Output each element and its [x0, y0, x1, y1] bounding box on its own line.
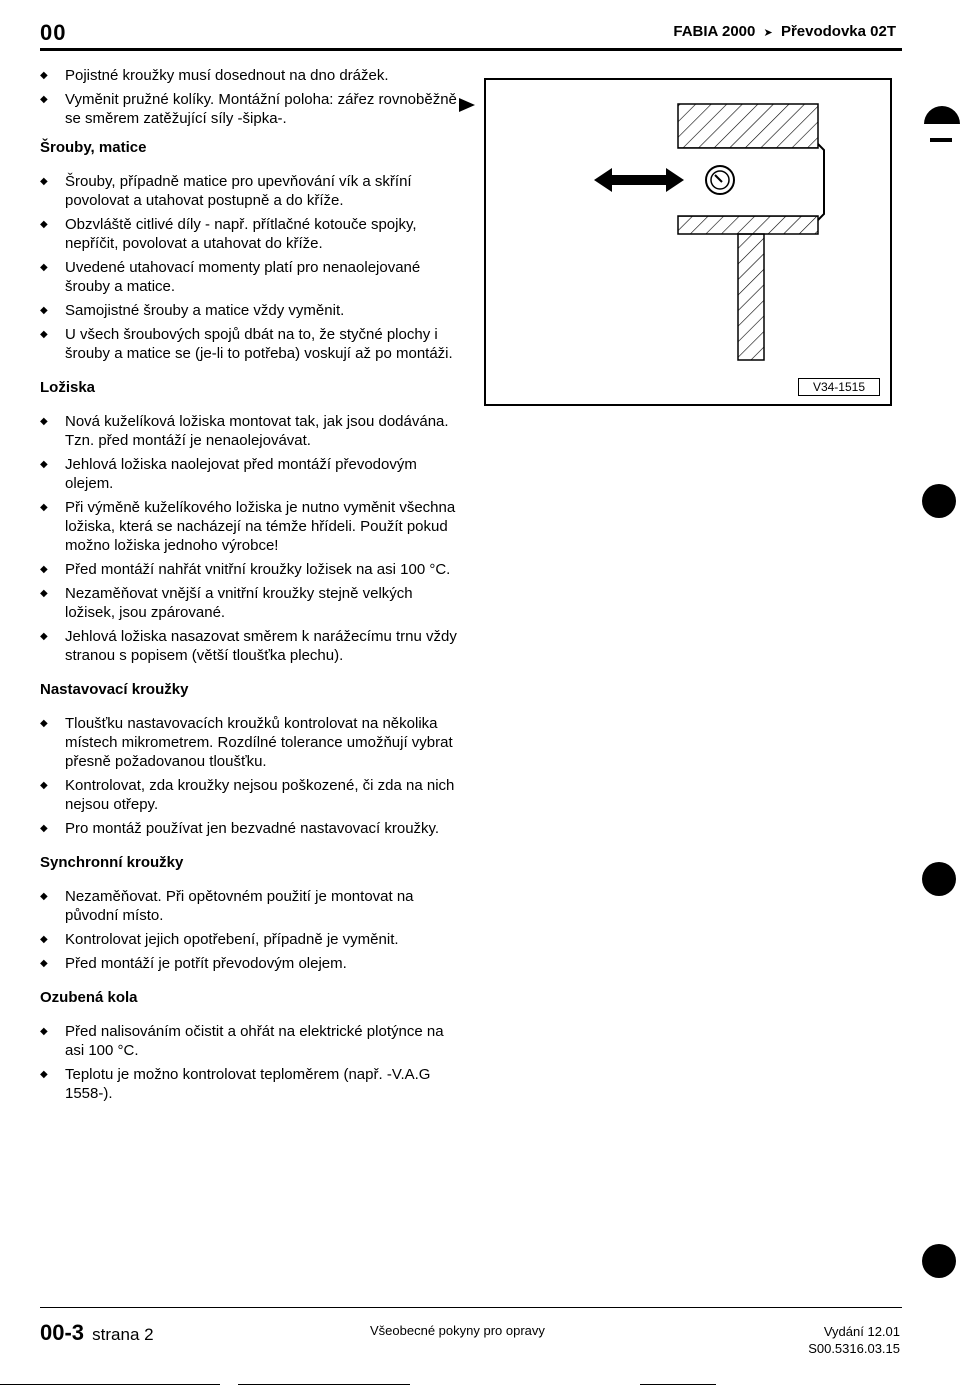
main-text-column — [40, 66, 460, 1108]
footer-code — [40, 1320, 154, 1346]
list-item-text: Nezaměňovat vnější a vnitřní kroužky stejně velkých ložisek, jsou zpárované. — [65, 585, 413, 621]
section-list — [40, 412, 460, 665]
intro-list — [40, 66, 460, 128]
margin-dot-icon — [922, 484, 956, 518]
list-item — [40, 930, 460, 949]
list-item-text: Jehlová ložiska nasazovat směrem k narážecímu trnu vždy stranou s popisem (větší tloušťka plechu). — [65, 628, 457, 664]
list-item — [40, 455, 460, 493]
bullet-diamond-icon: ◆ — [40, 631, 48, 642]
margin-dot-icon — [922, 1244, 956, 1278]
bottom-rule — [238, 1384, 410, 1385]
bullet-diamond-icon: ◆ — [40, 329, 48, 340]
arrow-right-icon: ➤ — [763, 27, 773, 39]
list-item-text: Obzvláště citlivé díly - např. přítlačné kotouče spojky, nepříčit, povolovat a utahovat do kříže. — [65, 216, 417, 252]
section-list — [40, 1022, 460, 1103]
header-code: 00 — [40, 20, 67, 45]
list-item-text: Při výměně kuželíkového ložiska je nutno vyměnit všechna ložiska, která se nacházejí na témže hřídeli. Použít pokud možno ložiska jednoho výrobce! — [65, 499, 456, 554]
footer-edition: Vydání 12.01 — [823, 1324, 900, 1339]
bullet-diamond-icon: ◆ — [40, 891, 48, 902]
list-item — [40, 258, 460, 296]
housing-right-edge — [818, 144, 824, 220]
list-item-text: Jehlová ložiska naolejovat před montáží převodovým olejem. — [65, 456, 417, 492]
bullet-diamond-icon: ◆ — [40, 1069, 48, 1080]
figure-label: V34-1515 — [798, 378, 880, 396]
bullet-diamond-icon: ◆ — [40, 262, 48, 273]
bullet-diamond-icon: ◆ — [40, 416, 48, 427]
pin-diagram — [486, 80, 890, 404]
section-list — [40, 172, 460, 363]
footer-page-code: 00-3 — [40, 1320, 85, 1345]
list-item — [40, 627, 460, 665]
bullet-diamond-icon: ◆ — [40, 564, 48, 575]
list-item-text: Teplotu je možno kontrolovat teploměrem (např. -V.A.G 1558-). — [65, 1066, 431, 1102]
bullet-diamond-icon: ◆ — [40, 958, 48, 969]
footer-meta — [808, 1323, 900, 1357]
bullet-diamond-icon: ◆ — [40, 70, 48, 81]
bottom-rule — [0, 1384, 220, 1385]
bullet-diamond-icon: ◆ — [40, 94, 48, 105]
list-item-text: Nová kuželíková ložiska montovat tak, jak jsou dodávána. Tzn. před montáží je nenaolejovávat. — [65, 413, 449, 449]
list-item — [40, 90, 460, 128]
footer-rule — [40, 1307, 902, 1308]
housing-upper — [678, 104, 818, 148]
section-heading: Ložiska — [40, 379, 96, 396]
bottom-rule — [640, 1384, 716, 1385]
list-item — [40, 954, 460, 973]
list-item — [40, 412, 460, 450]
header-model: FABIA 2000 — [673, 23, 756, 40]
section-heading: Šrouby, matice — [40, 139, 147, 156]
list-item-text: Před nalisováním očistit a ohřát na elektrické plotýnce na asi 100 °C. — [65, 1023, 444, 1059]
sections-container — [40, 138, 460, 1103]
bullet-diamond-icon: ◆ — [40, 588, 48, 599]
header-title — [673, 23, 896, 40]
list-item — [40, 301, 460, 320]
list-item — [40, 498, 460, 555]
list-item-text: Pojistné kroužky musí dosednout na dno drážek. — [65, 67, 389, 84]
list-item — [40, 66, 460, 85]
section-heading: Ozubená kola — [40, 989, 138, 1006]
section-list — [40, 714, 460, 838]
force-arrow-icon — [594, 168, 684, 192]
section-heading: Synchronní kroužky — [40, 854, 184, 871]
list-item — [40, 887, 460, 925]
list-item — [40, 560, 460, 579]
list-item-text: Vyměnit pružné kolíky. Montážní poloha: zářez rovnoběžně se směrem zatěžující síly -šipka-. — [65, 91, 457, 127]
list-item-text: Před montáží je potřít převodovým olejem. — [65, 955, 347, 972]
section-list — [40, 887, 460, 973]
list-item — [40, 1065, 460, 1103]
list-item — [40, 776, 460, 814]
list-item-text: Kontrolovat jejich opotřebení, případně je vyměnit. — [65, 931, 399, 948]
bullet-diamond-icon: ◆ — [40, 718, 48, 729]
pin-stem — [738, 234, 764, 360]
list-item — [40, 215, 460, 253]
header-section: Převodovka 02T — [780, 23, 896, 40]
list-item — [40, 584, 460, 622]
bullet-diamond-icon: ◆ — [40, 934, 48, 945]
list-item-text: U všech šroubových spojů dbát na to, že styčné plochy i šrouby a matice se (je-li to potřeba) voskují až po montáži. — [65, 326, 453, 362]
list-item-text: Kontrolovat, zda kroužky nejsou poškozené, či zda na nich nejsou otřepy. — [65, 777, 455, 813]
list-item — [40, 325, 460, 363]
list-item-text: Tloušťku nastavovacích kroužků kontrolovat na několika místech mikrometrem. Rozdílné tolerance umožňují vybrat přesně požadovanou tloušťku. — [65, 715, 453, 770]
footer-doc-number: S00.5316.03.15 — [808, 1341, 900, 1356]
section-heading: Nastavovací kroužky — [40, 681, 189, 698]
footer-page-number: strana 2 — [92, 1325, 154, 1344]
list-item-text: Uvedené utahovací momenty platí pro nenaolejované šrouby a matice. — [65, 259, 421, 295]
margin-dash-icon — [930, 138, 952, 142]
list-item — [40, 714, 460, 771]
list-item-text: Samojistné šrouby a matice vždy vyměnit. — [65, 302, 345, 319]
header-rule — [40, 48, 902, 51]
bullet-diamond-icon: ◆ — [40, 459, 48, 470]
list-item — [40, 819, 460, 838]
list-item-text: Nezaměňovat. Při opětovném použití je montovat na původní místo. — [65, 888, 414, 924]
list-item-text: Před montáží nahřát vnitřní kroužky ložisek na asi 100 °C. — [65, 561, 451, 578]
footer-title: Všeobecné pokyny pro opravy — [370, 1323, 545, 1338]
margin-half-dot-icon — [924, 106, 960, 124]
list-item-text: Pro montáž používat jen bezvadné nastavovací kroužky. — [65, 820, 440, 837]
bullet-diamond-icon: ◆ — [40, 502, 48, 513]
list-item-text: Šrouby, případně matice pro upevňování vík a skříní povolovat a utahovat postupně a do kříže. — [65, 173, 412, 209]
housing-lower — [678, 216, 818, 234]
bullet-diamond-icon: ◆ — [40, 305, 48, 316]
bullet-diamond-icon: ◆ — [40, 176, 48, 187]
figure-pointer-icon — [459, 98, 475, 112]
list-item — [40, 1022, 460, 1060]
list-item — [40, 172, 460, 210]
bullet-diamond-icon: ◆ — [40, 219, 48, 230]
margin-dot-icon — [922, 862, 956, 896]
figure-v34-1515 — [484, 78, 892, 406]
bullet-diamond-icon: ◆ — [40, 823, 48, 834]
bullet-diamond-icon: ◆ — [40, 780, 48, 791]
bullet-diamond-icon: ◆ — [40, 1026, 48, 1037]
